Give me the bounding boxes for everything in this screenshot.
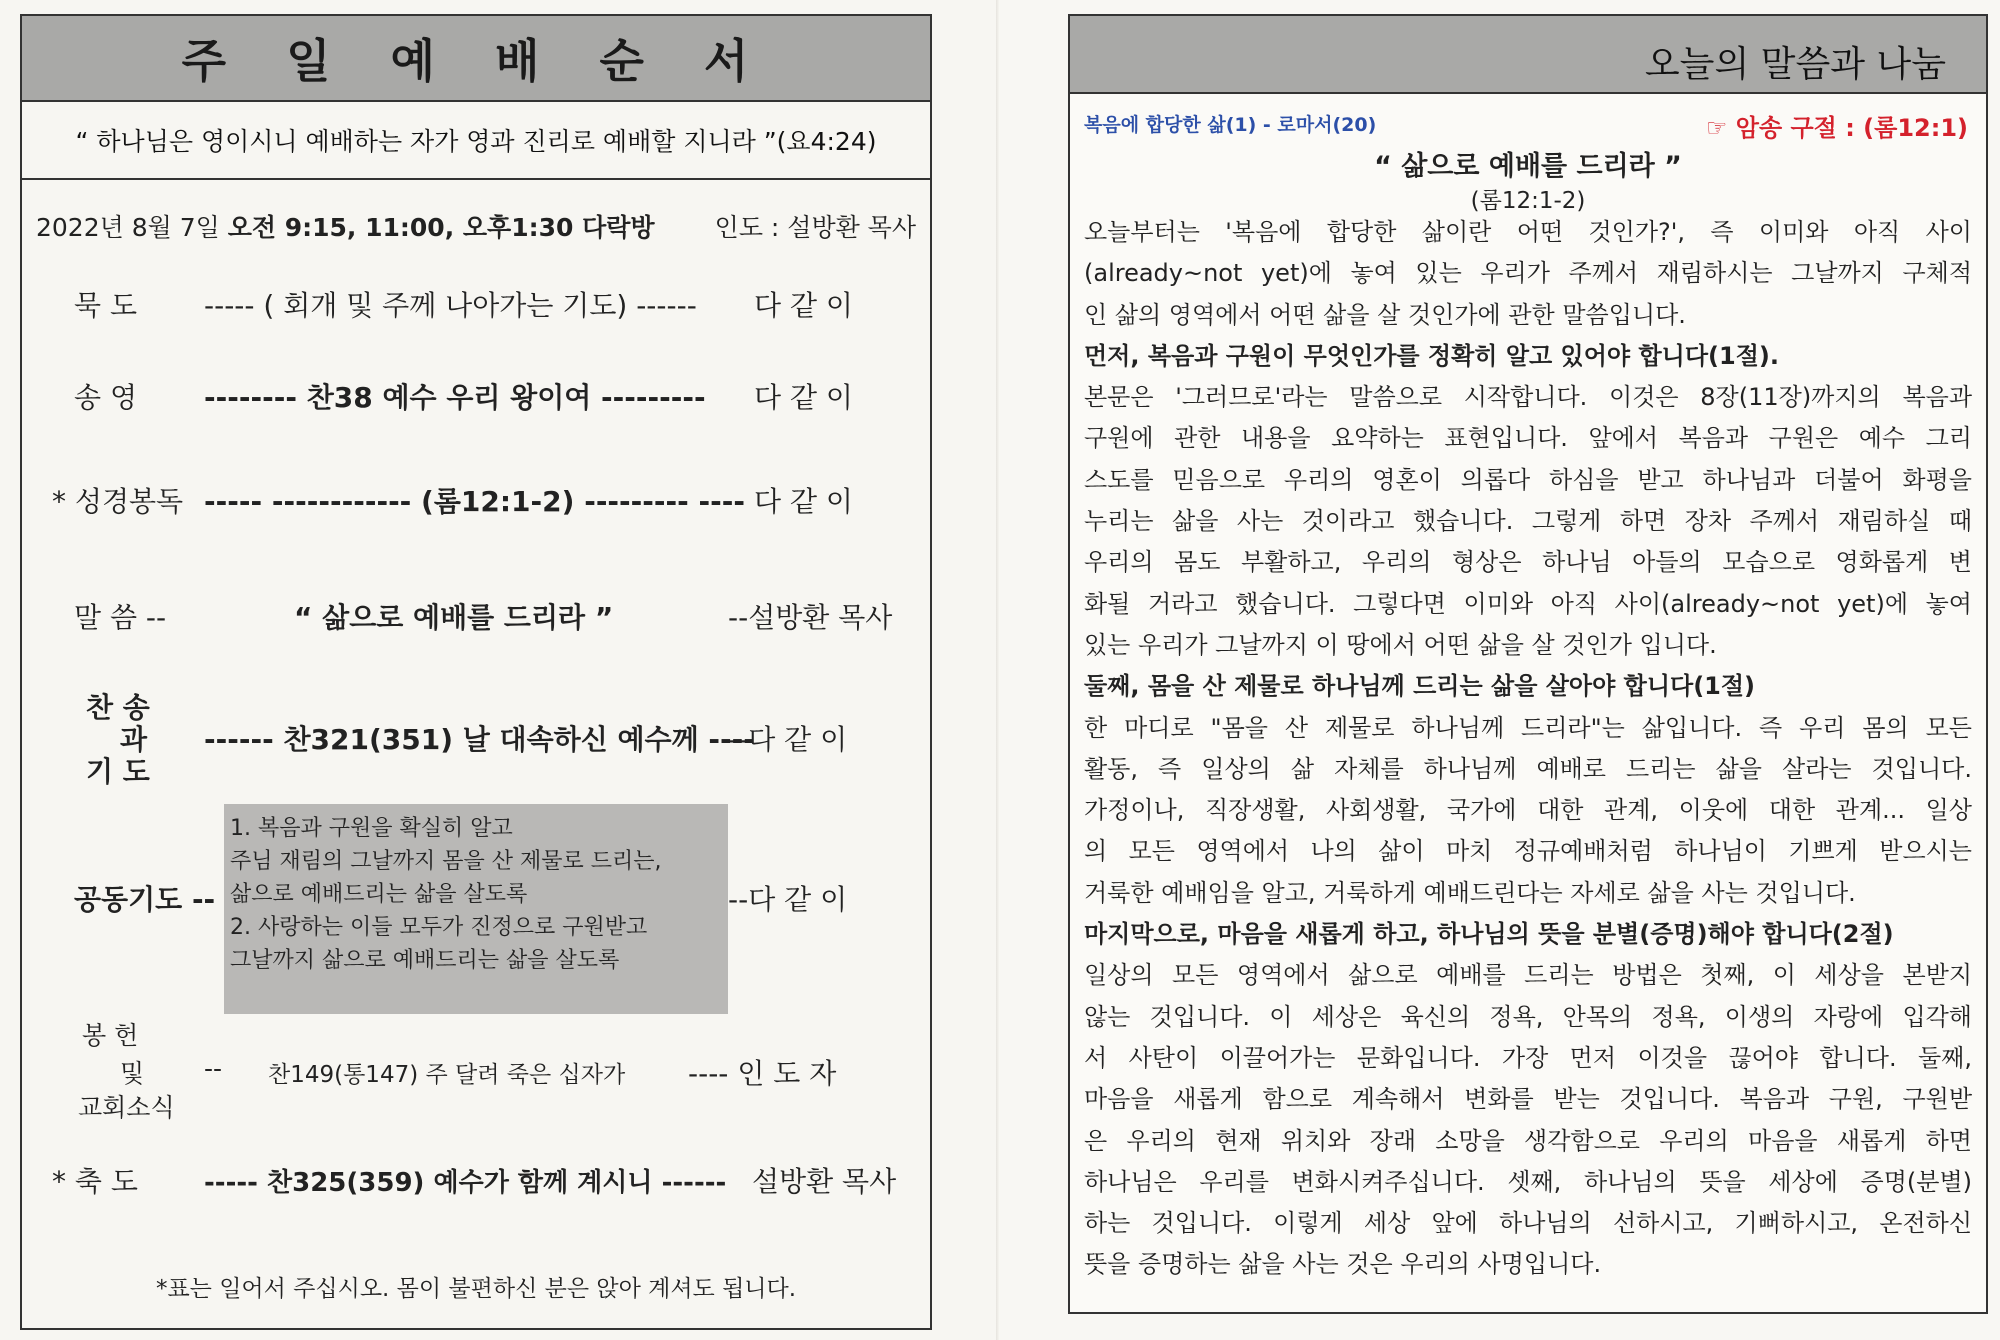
- worship-order-title: 주 일 예 배 순 서: [181, 34, 771, 88]
- sermon-line: 가정이나, 직장생활, 사회생활, 국가에 대한 관계, 이웃에 대한 관계... 일상: [1084, 796, 1972, 825]
- sermon-body: [1084, 212, 1972, 1286]
- sermon-line: 있는 우리가 그날까지 이 땅에서 어떤 삶을 살 것인가 입니다.: [1084, 630, 1717, 659]
- service-leader: 인도 : 설방환 목사: [714, 213, 916, 242]
- item-hymn-label-2: 과: [120, 723, 148, 756]
- item-hymn-content: ------ 찬321(351) 날 대속하신 예수께 ----: [204, 723, 755, 756]
- standing-footnote: *표는 일어서 주십시오. 몸이 불편하신 분은 앉아 계셔도 됩니다.: [155, 1276, 797, 1302]
- common-prayer-box: [224, 804, 728, 1014]
- item-blessing-content: ----- 찬325(359) 예수가 함께 계시니 ------: [204, 1168, 727, 1198]
- item-praise-label: 송 영: [74, 381, 137, 414]
- sermon-line: (already~not yet)에 놓여 있는 우리가 주께서 재림하시는 그날까지 구체적: [1084, 259, 1972, 288]
- item-reading-label: * 성경봉독: [52, 485, 184, 518]
- item-blessing-who: 설방환 목사: [752, 1165, 897, 1198]
- memory-verse: ☞ 암송 구절 : (롬12:1): [1705, 114, 1968, 142]
- item-offering-dash: --: [204, 1054, 223, 1083]
- sermon-title: “ 삶으로 예배를 드리라 ”: [1374, 151, 1682, 182]
- item-blessing-label: * 축 도: [52, 1165, 138, 1198]
- item-sermon-label: 말 씀 --: [74, 601, 167, 634]
- item-offering-label-3: 교회소식: [78, 1093, 175, 1122]
- service-date: 2022년 8월 7일: [36, 213, 220, 242]
- sermon-panel: [1068, 14, 1988, 1314]
- item-sermon-content: “ 삶으로 예배를 드리라 ”: [294, 601, 614, 634]
- item-offering-label-2: 및: [120, 1059, 145, 1088]
- item-praise-who: 다 같 이: [754, 381, 853, 414]
- item-prayer-label: 묵 도: [74, 289, 137, 322]
- right-page: [1000, 0, 2000, 1340]
- sermon-line: 스도를 믿음으로 우리의 영혼이 의롭다 하심을 받고 하나님과 더불어 화평을: [1084, 465, 1972, 494]
- item-praise-content: -------- 찬38 예수 우리 왕이여 ---------: [204, 381, 706, 414]
- prayer-line: 1. 복음과 구원을 확실히 알고: [230, 816, 513, 841]
- sermon-line: 의 모든 영역에서 나의 삶이 마치 정규예배처럼 하나님이 기쁘게 받으시는: [1084, 837, 1972, 866]
- sermon-line: 서 사탄이 이끌어가는 문화입니다. 가장 먼저 이것을 끊어야 합니다. 둘째,: [1084, 1043, 1972, 1072]
- service-date-line: [36, 208, 916, 244]
- sermon-line: 일상의 모든 영역에서 삶으로 예배를 드리는 방법은 첫째, 이 세상을 본받지: [1084, 961, 1972, 990]
- sermon-line: 뜻을 증명하는 삶을 사는 것은 우리의 사명입니다.: [1084, 1250, 1602, 1279]
- sermon-line: 우리의 몸도 부활하고, 우리의 형상은 하나님 아들의 모습으로 영화롭게 변: [1084, 548, 1972, 577]
- sermon-line: 은 우리의 현재 위치와 장래 소망을 생각함으로 우리의 마음을 새롭게 하면: [1084, 1126, 1972, 1155]
- item-offering-who: ---- 인 도 자: [688, 1057, 837, 1090]
- item-common-prayer-who: --다 같 이: [728, 883, 848, 916]
- sermon-point-heading: 마지막으로, 마음을 새롭게 하고, 하나님의 뜻을 분별(증명)해야 합니다(2절): [1084, 920, 1894, 949]
- item-reading-who: 다 같 이: [754, 485, 853, 518]
- sermon-reference: (롬12:1-2): [1470, 188, 1586, 214]
- sermon-line: 하는 것입니다. 이렇게 세상 앞에 하나님의 선하시고, 기뻐하시고, 온전하신: [1084, 1209, 1972, 1238]
- sermon-line: 않는 것입니다. 이 세상은 육신의 정욕, 안목의 정욕, 이생의 자랑에 입각해: [1084, 1002, 1972, 1031]
- prayer-line: 주님 재림의 그날까지 몸을 산 제물로 드리는,: [230, 849, 662, 874]
- item-hymn-who: --다 같 이: [728, 723, 848, 756]
- sermon-line: 인 삶의 영역에서 어떤 삶을 살 것인가에 관한 말씀입니다.: [1084, 300, 1686, 329]
- sermon-panel-title: 오늘의 말씀과 나눔: [1644, 44, 1946, 85]
- sermon-line: 거룩한 예배임을 알고, 거룩하게 예배드린다는 자세로 삶을 사는 것입니다.: [1084, 878, 1856, 907]
- item-prayer-who: 다 같 이: [754, 289, 853, 322]
- series-subtitle: 복음에 합당한 삶(1) - 로마서(20): [1084, 114, 1377, 136]
- item-prayer-content: ----- ( 회개 및 주께 나아가는 기도) ------: [204, 289, 697, 322]
- item-sermon-who: --설방환 목사: [728, 601, 893, 634]
- worship-order-header: [22, 16, 930, 102]
- prayer-line: 삶으로 예배드리는 삶을 살도록: [230, 882, 528, 907]
- service-times: 오전 9:15, 11:00, 오후1:30 다락방: [227, 213, 655, 242]
- prayer-line: 그날까지 삶으로 예배드리는 삶을 살도록: [230, 948, 620, 973]
- item-reading-content: ----- ------------ (롬12:1-2) --------- ----: [204, 485, 746, 518]
- sermon-panel-header: [1070, 16, 1986, 94]
- sermon-line: 한 마디로 "몸을 산 제물로 하나님께 드리라"는 삶입니다. 즉 우리 몸의 모든: [1084, 713, 1972, 742]
- sermon-line: 하나님은 우리를 변화시켜주십니다. 셋째, 하나님의 뜻을 세상에 증명(분별): [1084, 1167, 1972, 1196]
- theme-verse: “ 하나님은 영이시니 예배하는 자가 영과 진리로 예배할 지니라 ”(요4:24): [22, 102, 930, 180]
- sermon-line: 구원에 관한 내용을 요약하는 표현입니다. 앞에서 복음과 구원은 예수 그리: [1084, 424, 1972, 453]
- sermon-line: 화될 거라고 했습니다. 그렇다면 이미와 아직 사이(already~not yet)에 놓여: [1084, 589, 1972, 618]
- sermon-line: 마음을 새롭게 함으로 계속해서 변화를 받는 것입니다. 복음과 구원, 구원받: [1084, 1085, 1972, 1114]
- worship-order-panel: [20, 14, 932, 1330]
- prayer-line: 2. 사랑하는 이들 모두가 진정으로 구원받고: [230, 915, 648, 940]
- item-hymn-label-3: 기 도: [86, 755, 150, 788]
- item-offering-content: 찬149(통147) 주 달려 죽은 십자가: [268, 1062, 626, 1088]
- item-hymn-label-1: 찬 송: [86, 691, 150, 724]
- sermon-line: 누리는 삶을 사는 것이라고 했습니다. 그렇게 하면 장차 주께서 재림하실 때: [1084, 507, 1972, 536]
- sermon-point-heading: 먼저, 복음과 구원이 무엇인가를 정확히 알고 있어야 합니다(1절).: [1084, 341, 1779, 370]
- item-offering-label-1: 봉 헌: [82, 1021, 139, 1050]
- sermon-line: 활동, 즉 일상의 삶 자체를 하나님께 예배로 드리는 삶을 살라는 것입니다.: [1084, 754, 1972, 783]
- sermon-line: 오늘부터는 '복음에 합당한 삶이란 어떤 것인가?', 즉 이미와 아직 사이: [1084, 218, 1972, 246]
- sermon-line: 본문은 '그러므로'라는 말씀으로 시작합니다. 이것은 8장(11장)까지의 복음과: [1084, 383, 1972, 412]
- sermon-point-heading: 둘째, 몸을 산 제물로 하나님께 드리는 삶을 살아야 합니다(1절): [1084, 672, 1756, 701]
- item-common-prayer-label: 공동기도 --: [74, 883, 216, 916]
